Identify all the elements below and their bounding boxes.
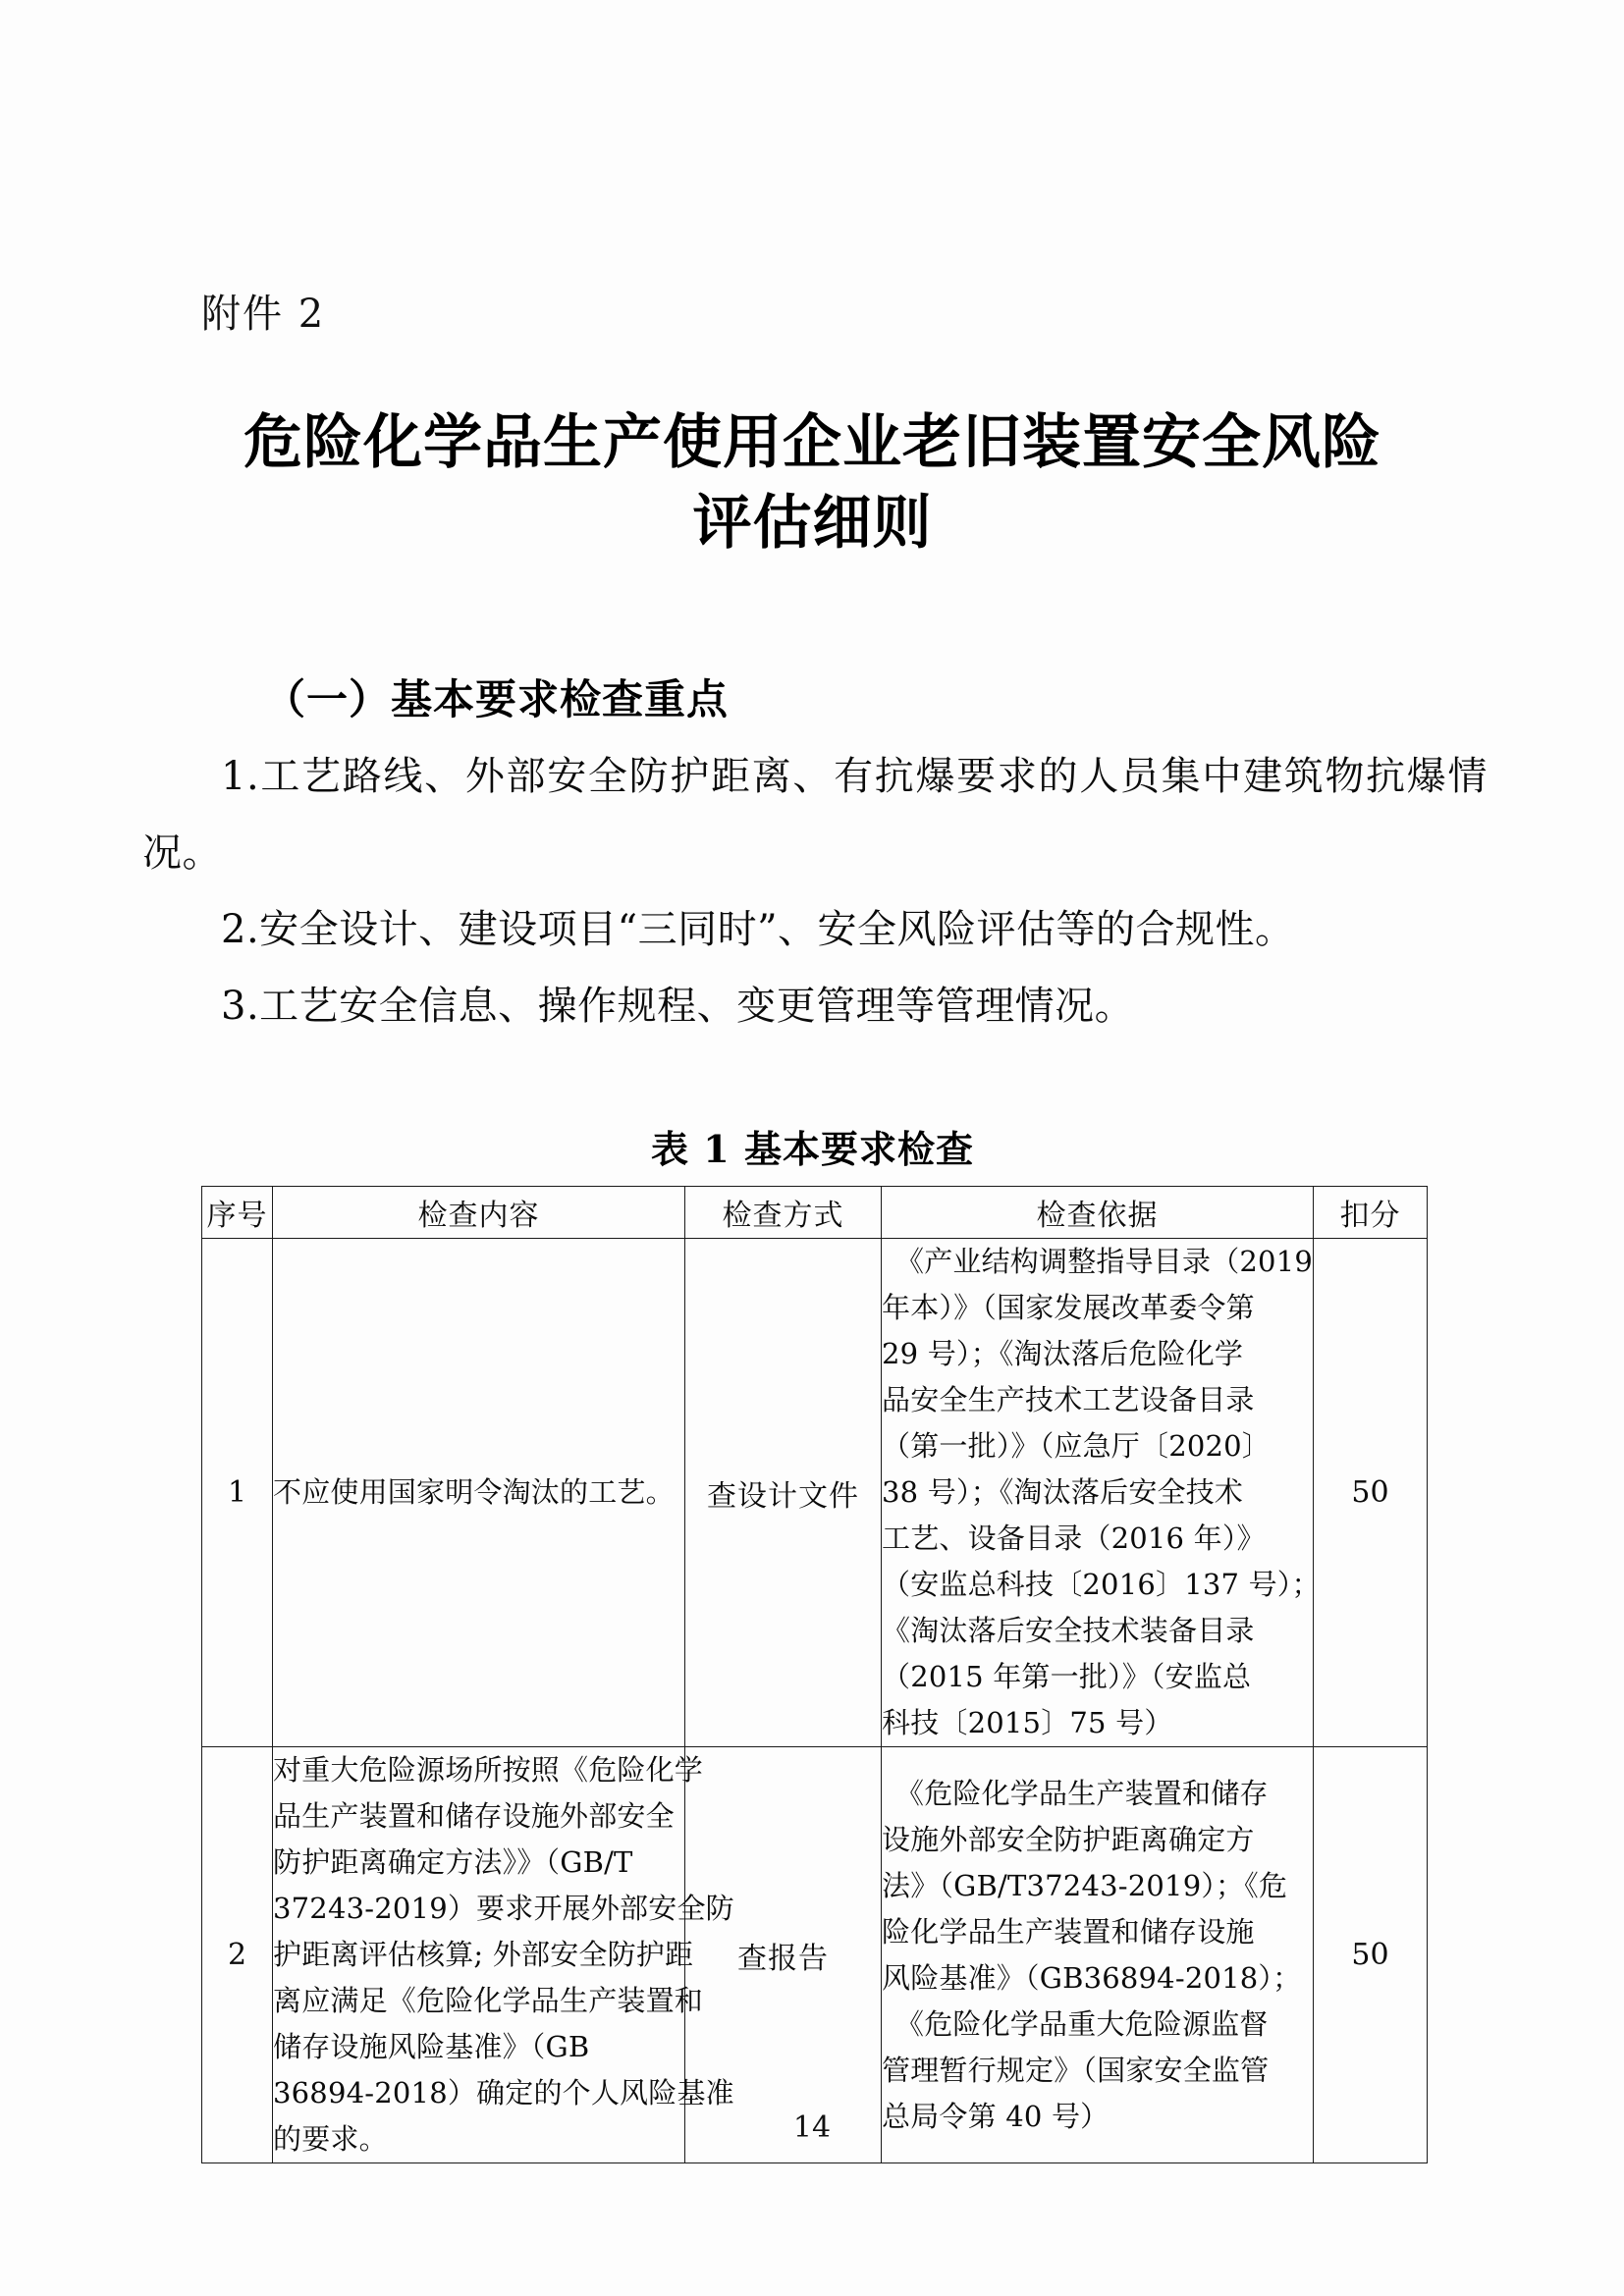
- row-2-item-line: 品生产装置和储存设施外部安全: [273, 1799, 675, 1833]
- row-1-basis-line: 科技〔2015〕75 号）: [882, 1706, 1173, 1739]
- row-1-score: 50: [1314, 1239, 1428, 1747]
- row-2-basis-line: 总局令第 40 号）: [882, 2099, 1110, 2133]
- table-header-score: 扣分: [1314, 1187, 1428, 1239]
- section-body: [142, 738, 1488, 1044]
- row-1-basis: [882, 1239, 1321, 1747]
- row-1-basis-line: 工艺、设备目录（2016 年）》: [882, 1522, 1266, 1555]
- row-2-basis-line: 法》（GB/T37243-2019）；《危: [882, 1868, 1288, 1902]
- row-1-basis-line: 《产业结构调整指导目录（2019: [895, 1245, 1314, 1278]
- table-row: [202, 1239, 1428, 1747]
- row-2-item: [273, 1747, 734, 2163]
- page-title-line-2: 评估细则: [692, 489, 933, 558]
- row-1-basis-line: 29 号）；《淘汰落后危险化学: [882, 1337, 1244, 1370]
- table-header-basis: 检查依据: [882, 1187, 1314, 1239]
- row-2-no: 2: [202, 1747, 273, 2163]
- table-row: [202, 1747, 1428, 2163]
- row-2-item-line: 36894-2018）确定的个人风险基准: [273, 2076, 734, 2109]
- row-1-basis-line: （第一批）》（应急厅〔2020〕: [882, 1429, 1272, 1463]
- check-table-wrapper: [201, 1186, 1427, 2163]
- row-2-way: 查报告: [685, 1747, 882, 2163]
- row-2-basis-line: 《危险化学品生产装置和储存: [895, 1776, 1269, 1810]
- row-2-item-line: 护距离评估核算; 外部安全防护距: [273, 1938, 694, 1971]
- row-2-item-line: 37243-2019）要求开展外部安全防: [273, 1892, 734, 1925]
- row-1-way: 查设计文件: [685, 1239, 882, 1747]
- row-2-item-line: 的要求。: [273, 2122, 388, 2156]
- table-caption: 表 1 基本要求检查: [651, 1127, 974, 1171]
- row-1-basis-line: 品安全生产技术工艺设备目录: [882, 1383, 1255, 1416]
- row-1-basis-line: （2015 年第一批）》（安监总: [882, 1660, 1252, 1693]
- table-header-way: 检查方式: [685, 1187, 882, 1239]
- section-heading: （一）基本要求检查重点: [264, 675, 730, 723]
- row-2-score: 50: [1314, 1747, 1428, 2163]
- row-1-item: 不应使用国家明令淘汰的工艺。: [273, 1239, 685, 1747]
- row-1-basis-line: 38 号）；《淘汰落后安全技术: [882, 1475, 1244, 1509]
- page-number: 14: [792, 2110, 832, 2145]
- basic-requirements-check-table: [201, 1186, 1428, 2163]
- page-title: [201, 402, 1424, 563]
- row-1-basis-line: 《淘汰落后安全技术装备目录: [882, 1614, 1255, 1647]
- row-1-basis-line: （安监总科技〔2016〕137 号）；: [882, 1568, 1321, 1601]
- row-2-basis-line: 《危险化学品重大危险源监督: [895, 2006, 1269, 2041]
- body-paragraph-1: 1.工艺路线、外部安全防护距离、有抗爆要求的人员集中建筑物抗爆情况。: [142, 754, 1488, 876]
- row-2-item-line: 防护距离确定方法》》（GB/T: [273, 1845, 633, 1879]
- row-2-basis-line: 设施外部安全防护距离确定方: [882, 1822, 1255, 1856]
- row-2-basis-line: 管理暂行规定》（国家安全监管: [882, 2053, 1270, 2087]
- table-header-no: 序号: [202, 1187, 273, 1239]
- row-2-item-line: 储存设施风险基准》（GB: [273, 2030, 590, 2063]
- table-header-item: 检查内容: [273, 1187, 685, 1239]
- row-2-item-line: 离应满足《危险化学品生产装置和: [273, 1984, 704, 2017]
- table-header-row: [202, 1187, 1428, 1239]
- attachment-label: 附件 2: [201, 292, 326, 337]
- row-1-no: 1: [202, 1239, 273, 1747]
- body-paragraph-3: 3.工艺安全信息、操作规程、变更管理等管理情况。: [221, 984, 1135, 1029]
- row-2-basis-line: 险化学品生产装置和储存设施: [882, 1914, 1255, 1949]
- row-2-basis: [882, 1747, 1314, 2163]
- row-1-basis-line: 年本）》（国家发展改革委令第: [882, 1291, 1255, 1324]
- body-paragraph-2: 2.安全设计、建设项目“三同时”、安全风险评估等的合规性。: [221, 907, 1295, 952]
- row-2-basis-line: 风险基准》（GB36894-2018）；: [882, 1960, 1302, 1995]
- row-2-item-line: 对重大危险源场所按照《危险化学: [273, 1753, 704, 1787]
- page-title-line-1: 危险化学品生产使用企业老旧装置安全风险: [244, 408, 1381, 477]
